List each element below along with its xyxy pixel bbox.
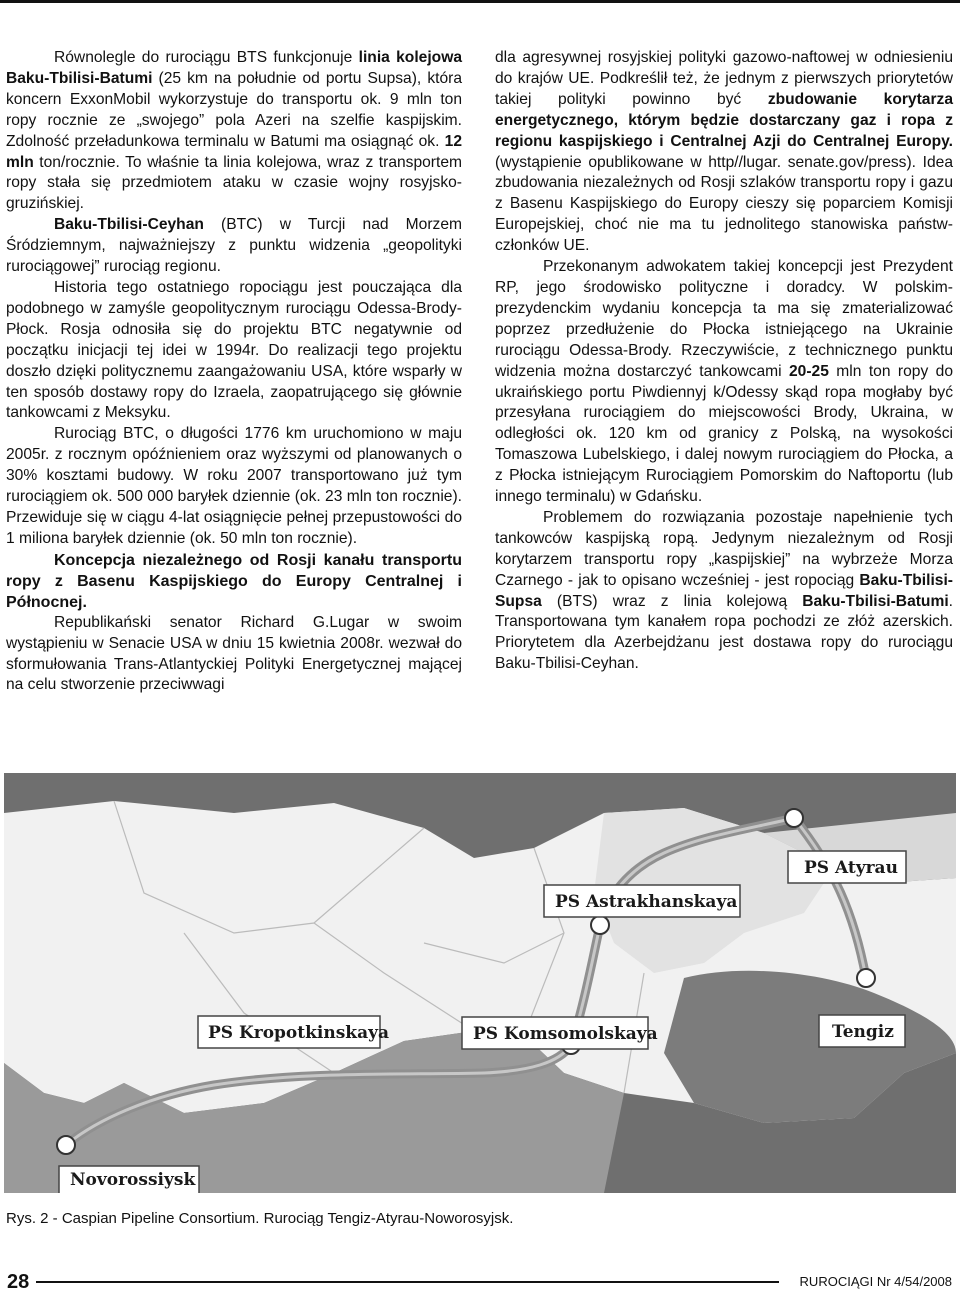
label-tengiz bbox=[819, 1015, 905, 1047]
label-novorossiysk bbox=[59, 1166, 199, 1193]
paragraph: Rurociąg BTC, o długości 1776 km uruchomiono w maju 2005r. z rocznym opóźnieniem oraz wyższymi od planowanych o 30% kosztami budowy. W roku 2007 transportowano już tym rurociągiem ok. 500 000 baryłek dziennie (ok. 23 mln ton rocznie). Przewiduje się w ciągu 4-lat osiągnięcie pełnej przepustowości do 1 miliona baryłek dziennie (ok. 50 mln ton rocznie). bbox=[6, 425, 462, 547]
label-text: PS Komsomolskaya bbox=[473, 1024, 658, 1044]
right-column bbox=[495, 48, 953, 675]
label-kropotkinskaya bbox=[198, 1016, 389, 1048]
paragraph: dla agresywnej rosyjskiej polityki gazowo-naftowej w odniesieniu do krajów UE. Podkreślił też, że jednym z pierwszych priorytetów takiej polityki powinno być zbudowanie korytarza energetycznego, którym będzie dostarczany gaz i ropa z regionu kaspijskiego i Centralnej Azji do Centralnej Europy. (wystąpienie opublikowane w http//lugar. senate.gov/press). Idea zbudowania niezależnych od Rosji szlaków transportu ropy i gazu z Basenu Kaspijskiego do Europy cieszy się poparciem Komisji Europejskiej, choć nie ma tu jednolitego stanowiska państw-członków UE. bbox=[495, 49, 953, 255]
label-atyrau bbox=[788, 851, 906, 883]
paragraph: Historia tego ostatniego ropociągu jest pouczająca dla podobnego w zamyśle geopolitycznym rurociągu Odessa-Brody-Płock. Rosja odnosiła się do projektu BTC negatywnie od początku inicjacji tej idei w 1994r. Do realizacji tego projektu doszło dzięki politycznemu zaangażowaniu USA, które wsparły w ten sposób dostawy ropy do Izraela, zaopatrującego się głównie tankowcami z Meksyku. bbox=[6, 278, 462, 422]
footer-rule bbox=[36, 1281, 779, 1283]
paragraph: Baku-Tbilisi-Ceyhan (BTC) w Turcji nad Morzem Śródziemnym, najważniejszy z punktu widzenia „geopolityki rurociągowej” rurociąg regionu. bbox=[6, 216, 462, 276]
label-text: PS Kropotkinskaya bbox=[208, 1023, 389, 1043]
paragraph: Problemem do rozwiązania pozostaje napełnienie tych tankowców kaspijską ropą. Jedynym niezależnym od Rosji korytarzem transportu ropy „kaspijskiej” na wybrzeże Morza Czarnego - jak to opisano wcześniej - jest ropociąg Baku-Tbilisi-Supsa (BTS) wraz z linia kolejową Baku-Tbilisi-Batumi. Transportowana tym kanałem ropa pochodzi ze złóż azerskich. Priorytetem dla Azerbejdżanu jest dostawa ropy do rurociągu Baku-Tbilisi-Ceyhan. bbox=[495, 508, 953, 673]
station-astrakhanskaya-marker bbox=[591, 916, 609, 934]
figure-caption: Rys. 2 - Caspian Pipeline Consortium. Rurociąg Tengiz-Atyrau-Noworosyjsk. bbox=[6, 1210, 514, 1227]
label-text: Novorossiysk bbox=[70, 1170, 196, 1190]
top-rule bbox=[0, 0, 960, 3]
page-number: 28 bbox=[7, 1271, 30, 1293]
label-text: PS Astrakhanskaya bbox=[555, 892, 738, 912]
journal-name: RUROCIĄGI Nr 4/54/2008 bbox=[799, 1274, 952, 1289]
pipeline-map bbox=[4, 773, 956, 1193]
station-tengiz-marker bbox=[857, 969, 875, 987]
map-graphic bbox=[4, 773, 956, 1193]
label-astrakhanskaya bbox=[544, 885, 740, 917]
label-text: PS Atyrau bbox=[804, 858, 898, 878]
section-heading: Koncepcja niezależnego od Rosji kanału transportu ropy z Basenu Kaspijskiego do Europy Centralnej i Północnej. bbox=[6, 551, 462, 611]
label-text: Tengiz bbox=[832, 1022, 894, 1042]
station-novorossiysk-marker bbox=[57, 1136, 75, 1154]
paragraph: Przekonanym adwokatem takiej koncepcji jest Prezydent RP, jego środowisko polityczne i doradcy. W polskim-prezydenckim wydaniu koncepcja ta ma się zmaterializować poprzez przedłużenie do Płocka istniejącego na Ukrainie rurociągu Odessa-Brody. Rzeczywiście, z technicznego punktu widzenia można dostarczyć tankowcami 20-25 mln ton ropy do ukraińskiego portu Piwdiennyj k/Odessy skąd ropa mogłaby być przesyłana rurociągiem do miejscowości Brody, Ukraina, w odległości ok. 120 km od granicy z Polską, na wysokości Tomaszowa Lubelskiego, i dalej nowym rurociągiem do Płocka, a z Płocka istniejącym Rurociągiem Pomorskim do Naftoportu (lub innego terminalu) w Gdańsku. bbox=[495, 258, 953, 506]
station-atyrau-marker bbox=[785, 809, 803, 827]
label-komsomolskaya bbox=[462, 1017, 658, 1049]
paragraph: Republikański senator Richard G.Lugar w swoim wystąpieniu w Senacie USA w dniu 15 kwietnia 2008r. wezwał do sformułowania Trans-Atlantyckiej Polityki Energetycznej mającej na celu stworzenie przeciwwagi bbox=[6, 613, 462, 694]
left-column bbox=[6, 48, 462, 696]
paragraph: Równolegle do rurociągu BTS funkcjonuje linia kolejowa Baku-Tbilisi-Batumi (25 km na południe od portu Supsa), która koncern ExxonMobil wykorzystuje do transportu ok. 9 mln ton ropy rocznie ze „swojego” pola Azeri na szelfie kaspijskim. Zdolność przeładunkowa terminalu w Batumi ma osiągnąć ok. 12 mln ton/rocznie. To właśnie ta linia kolejowa, wraz z transportem ropy stała się przedmiotem ataku w czasie wojny rosyjsko-gruzińskiej. bbox=[6, 49, 462, 213]
